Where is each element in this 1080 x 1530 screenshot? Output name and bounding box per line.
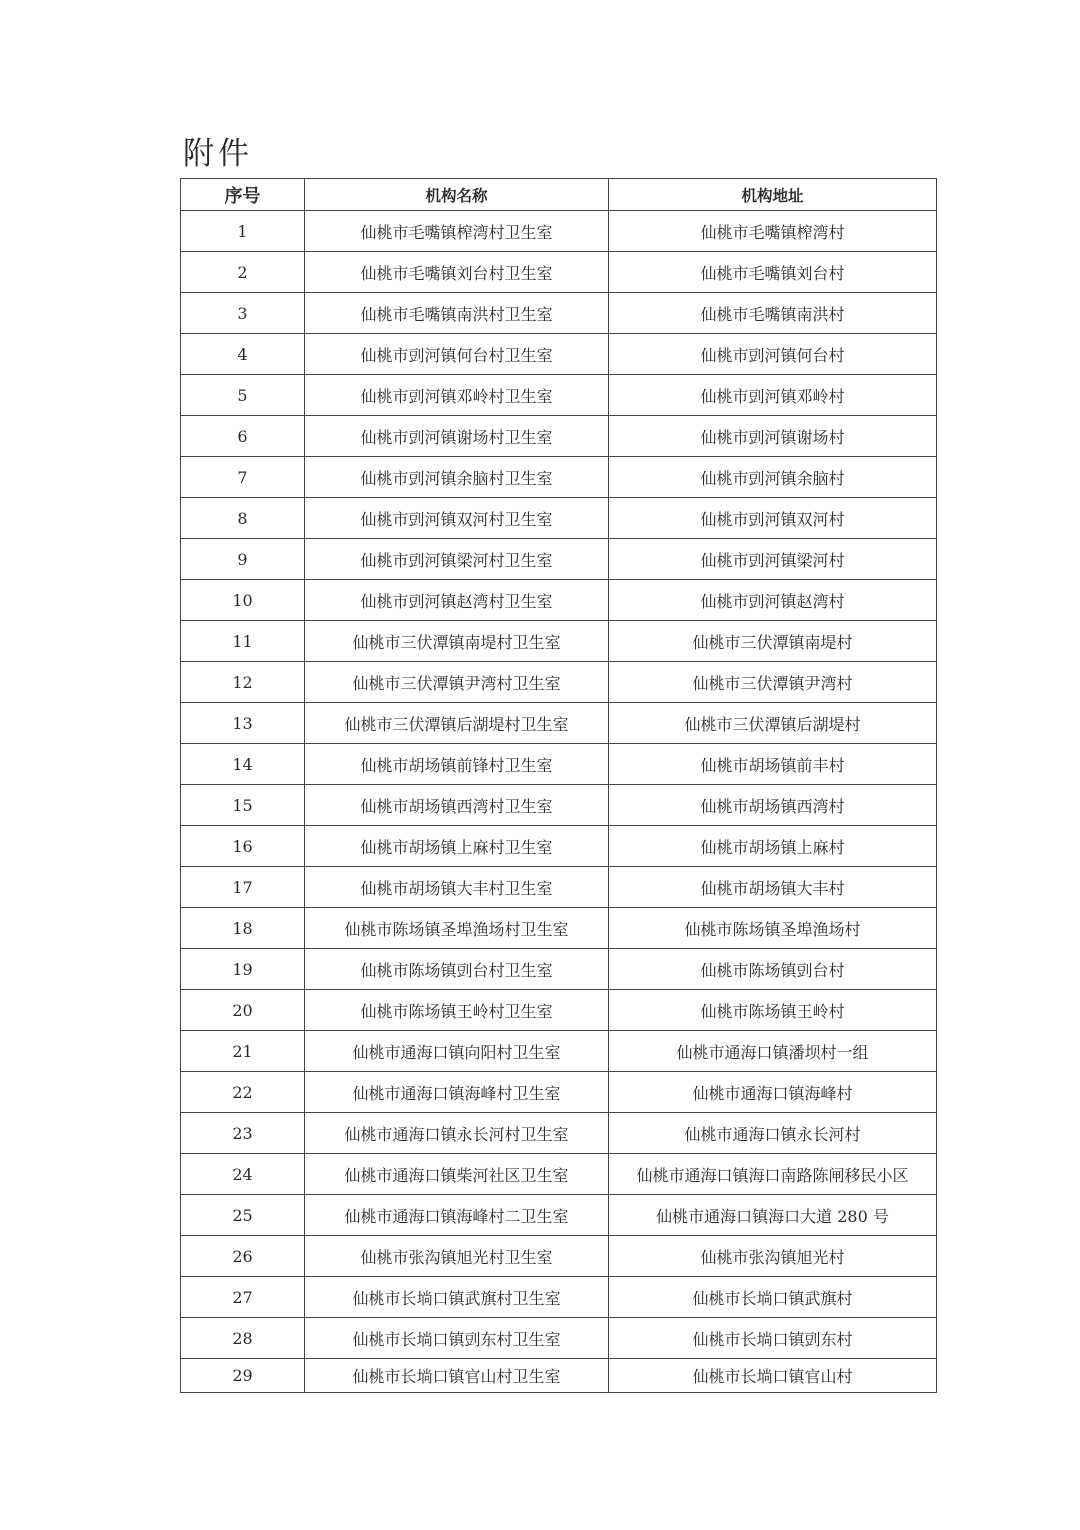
row-name-cell: 仙桃市毛嘴镇刘台村卫生室 (305, 252, 609, 293)
attachment-title: 附件 (183, 136, 253, 172)
table-row (181, 1318, 937, 1359)
row-seq-cell: 24 (181, 1154, 305, 1195)
row-name-cell: 仙桃市长埫口镇官山村卫生室 (305, 1359, 609, 1393)
row-name-cell: 仙桃市通海口镇海峰村二卫生室 (305, 1195, 609, 1236)
row-seq-cell: 25 (181, 1195, 305, 1236)
table-row (181, 580, 937, 621)
header-address: 机构地址 (609, 179, 937, 211)
table-row (181, 1031, 937, 1072)
row-name-cell: 仙桃市三伏潭镇尹湾村卫生室 (305, 662, 609, 703)
row-name-cell: 仙桃市胡场镇上麻村卫生室 (305, 826, 609, 867)
row-name-cell: 仙桃市剅河镇双河村卫生室 (305, 498, 609, 539)
row-seq-cell: 27 (181, 1277, 305, 1318)
row-seq-cell: 14 (181, 744, 305, 785)
row-address-cell: 仙桃市通海口镇海口南路陈闸移民小区 (609, 1154, 937, 1195)
table-row (181, 949, 937, 990)
row-address-cell: 仙桃市剅河镇赵湾村 (609, 580, 937, 621)
row-name-cell: 仙桃市毛嘴镇榨湾村卫生室 (305, 211, 609, 252)
row-name-cell: 仙桃市剅河镇余脑村卫生室 (305, 457, 609, 498)
table-row (181, 867, 937, 908)
row-seq-cell: 4 (181, 334, 305, 375)
table-row (181, 252, 937, 293)
row-address-cell: 仙桃市三伏潭镇南堤村 (609, 621, 937, 662)
row-seq-cell: 3 (181, 293, 305, 334)
table-row (181, 990, 937, 1031)
table-row (181, 498, 937, 539)
table-body (181, 211, 937, 1393)
row-address-cell: 仙桃市三伏潭镇后湖堤村 (609, 703, 937, 744)
row-address-cell: 仙桃市长埫口镇武旗村 (609, 1277, 937, 1318)
row-name-cell: 仙桃市剅河镇梁河村卫生室 (305, 539, 609, 580)
row-seq-cell: 12 (181, 662, 305, 703)
institution-table (180, 178, 937, 1393)
row-seq-cell: 2 (181, 252, 305, 293)
row-name-cell: 仙桃市三伏潭镇后湖堤村卫生室 (305, 703, 609, 744)
row-seq-cell: 28 (181, 1318, 305, 1359)
row-address-cell: 仙桃市毛嘴镇刘台村 (609, 252, 937, 293)
row-address-cell: 仙桃市陈场镇剅台村 (609, 949, 937, 990)
row-address-cell: 仙桃市剅河镇双河村 (609, 498, 937, 539)
row-name-cell: 仙桃市剅河镇谢场村卫生室 (305, 416, 609, 457)
table-row (181, 1277, 937, 1318)
row-address-cell: 仙桃市通海口镇永长河村 (609, 1113, 937, 1154)
table-row (181, 1072, 937, 1113)
row-seq-cell: 1 (181, 211, 305, 252)
row-name-cell: 仙桃市剅河镇邓岭村卫生室 (305, 375, 609, 416)
row-name-cell: 仙桃市长埫口镇武旗村卫生室 (305, 1277, 609, 1318)
row-seq-cell: 26 (181, 1236, 305, 1277)
row-seq-cell: 20 (181, 990, 305, 1031)
row-name-cell: 仙桃市通海口镇永长河村卫生室 (305, 1113, 609, 1154)
table-row (181, 744, 937, 785)
row-address-cell: 仙桃市三伏潭镇尹湾村 (609, 662, 937, 703)
table-row (181, 539, 937, 580)
table-row (181, 1236, 937, 1277)
row-seq-cell: 17 (181, 867, 305, 908)
table-header-row (181, 179, 937, 211)
row-name-cell: 仙桃市陈场镇圣埠渔场村卫生室 (305, 908, 609, 949)
row-name-cell: 仙桃市剅河镇何台村卫生室 (305, 334, 609, 375)
row-name-cell: 仙桃市陈场镇王岭村卫生室 (305, 990, 609, 1031)
row-name-cell: 仙桃市胡场镇前锋村卫生室 (305, 744, 609, 785)
table-row (181, 375, 937, 416)
table-row (181, 1154, 937, 1195)
row-address-cell: 仙桃市胡场镇前丰村 (609, 744, 937, 785)
table-row (181, 1195, 937, 1236)
row-address-cell: 仙桃市胡场镇大丰村 (609, 867, 937, 908)
row-name-cell: 仙桃市胡场镇西湾村卫生室 (305, 785, 609, 826)
row-name-cell: 仙桃市毛嘴镇南洪村卫生室 (305, 293, 609, 334)
table-row (181, 785, 937, 826)
table-row (181, 211, 937, 252)
row-address-cell: 仙桃市通海口镇海峰村 (609, 1072, 937, 1113)
row-address-cell: 仙桃市胡场镇上麻村 (609, 826, 937, 867)
row-address-cell: 仙桃市毛嘴镇榨湾村 (609, 211, 937, 252)
row-seq-cell: 21 (181, 1031, 305, 1072)
row-address-cell: 仙桃市通海口镇潘坝村一组 (609, 1031, 937, 1072)
row-name-cell: 仙桃市通海口镇向阳村卫生室 (305, 1031, 609, 1072)
header-name: 机构名称 (305, 179, 609, 211)
row-seq-cell: 16 (181, 826, 305, 867)
row-address-cell: 仙桃市通海口镇海口大道 280 号 (609, 1195, 937, 1236)
row-seq-cell: 9 (181, 539, 305, 580)
row-seq-cell: 13 (181, 703, 305, 744)
row-seq-cell: 11 (181, 621, 305, 662)
row-name-cell: 仙桃市三伏潭镇南堤村卫生室 (305, 621, 609, 662)
row-address-cell: 仙桃市剅河镇邓岭村 (609, 375, 937, 416)
table-row (181, 703, 937, 744)
row-address-cell: 仙桃市剅河镇何台村 (609, 334, 937, 375)
row-name-cell: 仙桃市陈场镇剅台村卫生室 (305, 949, 609, 990)
table-row (181, 826, 937, 867)
row-seq-cell: 8 (181, 498, 305, 539)
row-seq-cell: 15 (181, 785, 305, 826)
row-name-cell: 仙桃市通海口镇柴河社区卫生室 (305, 1154, 609, 1195)
table-row (181, 416, 937, 457)
row-seq-cell: 5 (181, 375, 305, 416)
row-address-cell: 仙桃市剅河镇谢场村 (609, 416, 937, 457)
row-name-cell: 仙桃市通海口镇海峰村卫生室 (305, 1072, 609, 1113)
table-row (181, 334, 937, 375)
row-address-cell: 仙桃市剅河镇梁河村 (609, 539, 937, 580)
row-seq-cell: 19 (181, 949, 305, 990)
row-name-cell: 仙桃市张沟镇旭光村卫生室 (305, 1236, 609, 1277)
row-seq-cell: 22 (181, 1072, 305, 1113)
table-row (181, 293, 937, 334)
row-name-cell: 仙桃市剅河镇赵湾村卫生室 (305, 580, 609, 621)
row-address-cell: 仙桃市毛嘴镇南洪村 (609, 293, 937, 334)
row-seq-cell: 18 (181, 908, 305, 949)
table-row (181, 457, 937, 498)
table-row (181, 1113, 937, 1154)
row-name-cell: 仙桃市胡场镇大丰村卫生室 (305, 867, 609, 908)
table-row (181, 908, 937, 949)
row-address-cell: 仙桃市陈场镇王岭村 (609, 990, 937, 1031)
row-address-cell: 仙桃市剅河镇余脑村 (609, 457, 937, 498)
row-seq-cell: 6 (181, 416, 305, 457)
row-seq-cell: 7 (181, 457, 305, 498)
table-row (181, 1359, 937, 1393)
row-address-cell: 仙桃市陈场镇圣埠渔场村 (609, 908, 937, 949)
row-address-cell: 仙桃市长埫口镇官山村 (609, 1359, 937, 1393)
row-address-cell: 仙桃市长埫口镇剅东村 (609, 1318, 937, 1359)
table-row (181, 621, 937, 662)
row-name-cell: 仙桃市长埫口镇剅东村卫生室 (305, 1318, 609, 1359)
row-seq-cell: 29 (181, 1359, 305, 1393)
header-seq: 序号 (181, 179, 305, 211)
row-address-cell: 仙桃市胡场镇西湾村 (609, 785, 937, 826)
table-row (181, 662, 937, 703)
row-address-cell: 仙桃市张沟镇旭光村 (609, 1236, 937, 1277)
row-seq-cell: 10 (181, 580, 305, 621)
row-seq-cell: 23 (181, 1113, 305, 1154)
